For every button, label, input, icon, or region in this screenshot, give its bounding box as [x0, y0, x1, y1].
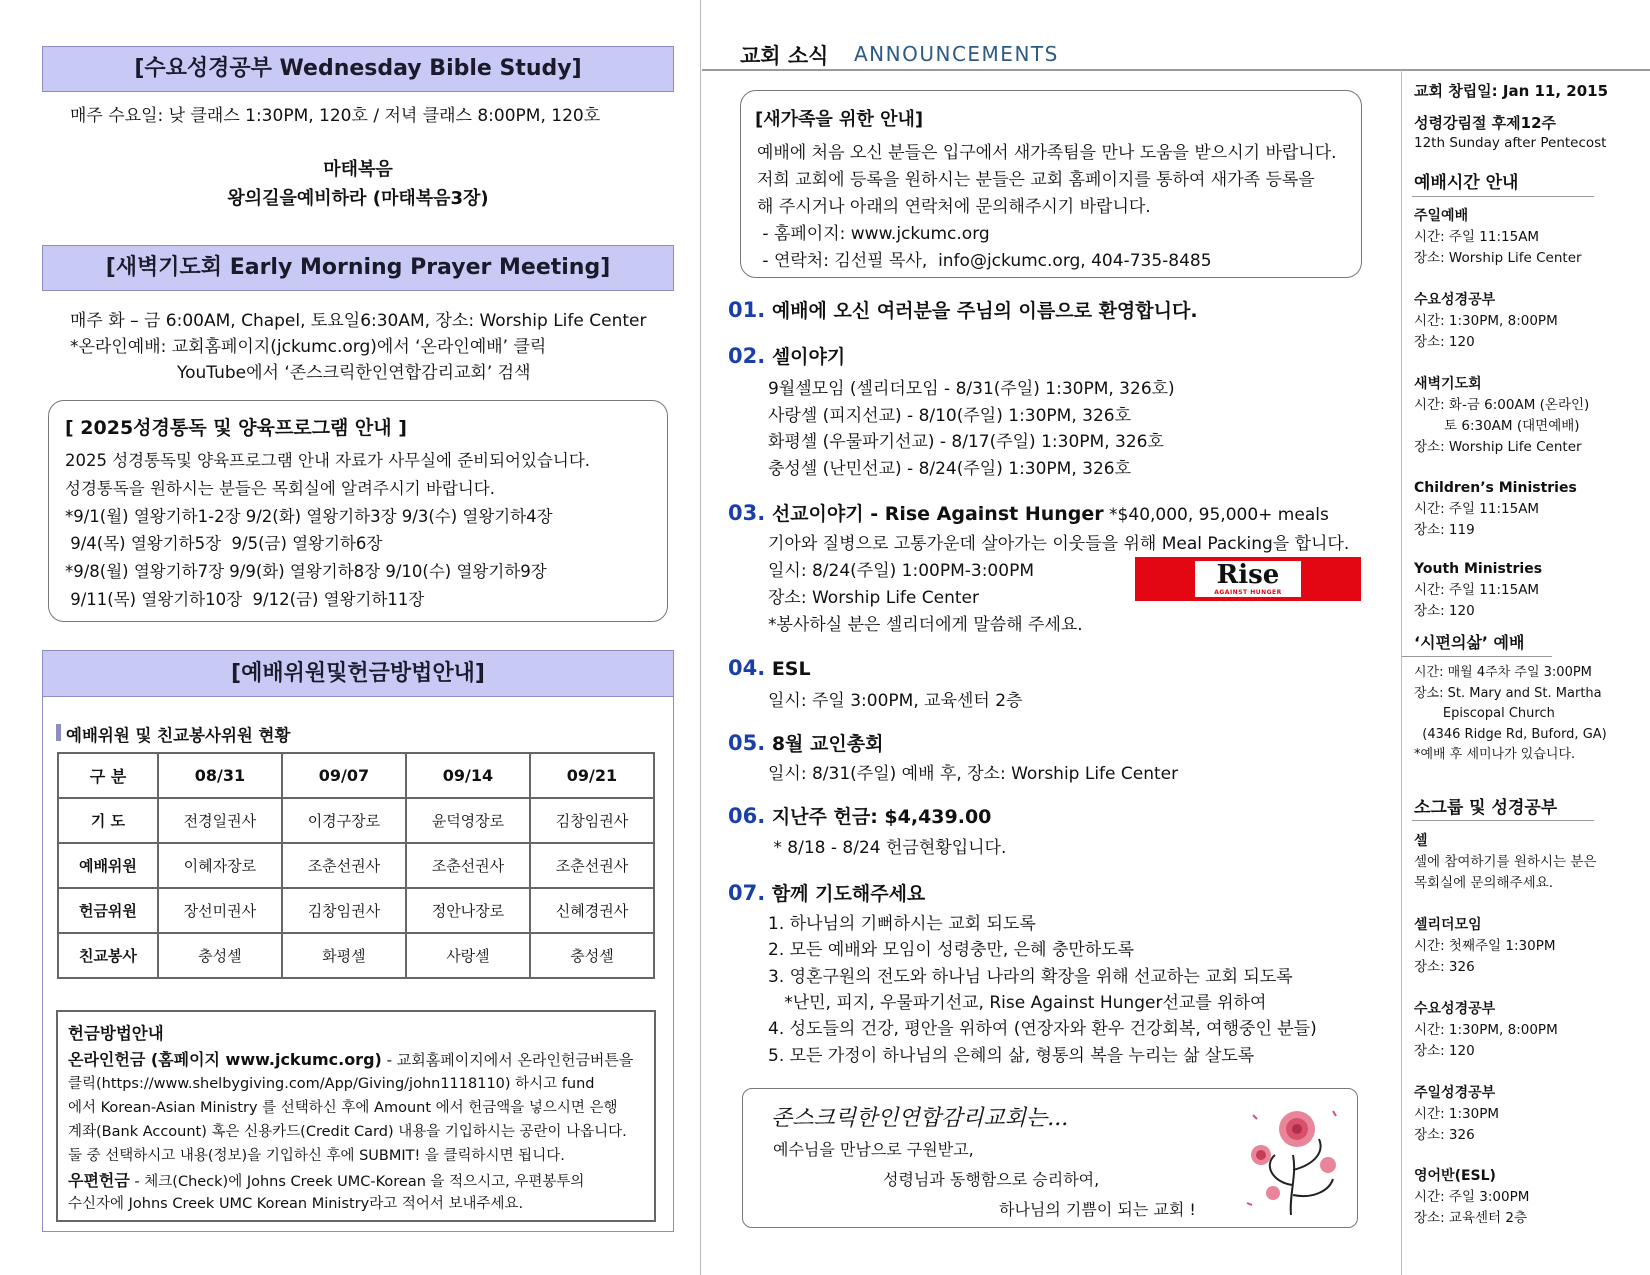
newcomer-line: 저희 교회에 등록을 원하시는 분들은 교회 홈페이지를 통하여 새가족 등록을	[757, 170, 1315, 190]
group-detail: 셀에 참여하기를 원하시는 분은	[1414, 854, 1597, 870]
psalm-detail: (4346 Ridge Rd, Buford, GA)	[1414, 726, 1607, 742]
item-title: 지난주 헌금: $4,439.00	[771, 806, 992, 828]
item-title: 셀이야기	[771, 346, 846, 368]
announcements-title: 교회 소식	[740, 44, 829, 68]
prayer-item: *난민, 피지, 우물파기선교, Rise Against Hunger선교를 위하여	[768, 993, 1267, 1013]
table-cell: 사랑셀	[406, 933, 530, 978]
motto-box	[742, 1088, 1358, 1228]
mail-offering-line: 수신자에 Johns Creek UMC Korean Ministry라고 적어서 보내주세요.	[68, 1196, 524, 1212]
table-header-cell: 09/21	[530, 753, 654, 798]
psalm-worship-details	[1414, 663, 1614, 766]
motto-line: 하나님의 기쁨이 되는 교회 !	[999, 1200, 1196, 1219]
table-header-cell: 09/07	[282, 753, 406, 798]
item-line: 장소: Worship Life Center	[768, 588, 979, 608]
group-name: 수요성경공부	[1414, 1001, 1496, 1017]
table-row	[58, 798, 654, 843]
item-number: 03.	[728, 501, 766, 525]
liturgical-season-en: 12th Sunday after Pentecost	[1414, 135, 1607, 151]
prayer-schedule: 매주 화 – 금 6:00AM, Chapel, 토요일6:30AM, 장소: Worship Life Center	[70, 311, 647, 331]
worship-name: 새벽기도회	[1414, 376, 1482, 392]
group-detail: 시간: 1:30PM, 8:00PM	[1414, 1022, 1558, 1038]
newcomer-contact: - 연락처: 김선필 목사, info@jckumc.org, 404-735-8485	[757, 251, 1212, 271]
announcement-item-03	[728, 499, 1329, 526]
online-offering-text: - 교회홈페이지에서 온라인헌금버튼을	[381, 1051, 634, 1069]
reading-line: *9/8(월) 열왕기하7장 9/9(화) 열왕기하8장 9/10(수) 열왕기하9장	[65, 562, 547, 581]
table-cell: 충성셀	[158, 933, 282, 978]
table-cell: 신혜경권사	[530, 888, 654, 933]
worship-detail: 시간: 주일 11:15AM	[1414, 501, 1540, 517]
worship-detail: 시간: 주일 11:15AM	[1414, 229, 1540, 245]
divider	[1412, 196, 1594, 197]
newcomer-line: 해 주시거나 아래의 연락처에 문의해주시기 바랍니다.	[757, 197, 1151, 217]
psalm-detail: *예배 후 세미나가 있습니다.	[1414, 747, 1576, 762]
announcement-item-07	[728, 879, 925, 906]
table-cell: 조춘선권사	[530, 843, 654, 888]
rise-against-hunger-logo	[1135, 557, 1361, 601]
group-detail: 목회실에 문의해주세요.	[1414, 875, 1553, 891]
item-title: 함께 기도해주세요	[771, 883, 926, 905]
group-name: 영어반(ESL)	[1414, 1168, 1496, 1184]
wednesday-banner: [수요성경공부 Wednesday Bible Study]	[42, 46, 674, 92]
group-detail: 장소: 326	[1414, 959, 1475, 975]
newcomer-title: [새가족을 위한 안내]	[755, 109, 924, 130]
reading-line: 2025 성경통독및 양육프로그램 안내 자료가 사무실에 준비되어있습니다.	[65, 451, 590, 470]
psalm-detail: Episcopal Church	[1414, 706, 1555, 721]
table-header-cell: 구 분	[58, 753, 158, 798]
worship-detail: 시간: 화-금 6:00AM (온라인)	[1414, 397, 1590, 413]
prayer-item: 5. 모든 가정이 하나님의 은혜의 삶, 형통의 복을 누리는 삶 살도록	[768, 1046, 1255, 1066]
offering-banner: [예배위원및헌금방법안내]	[42, 650, 674, 697]
item-number: 01.	[728, 298, 766, 322]
row-header: 헌금위원	[58, 888, 158, 933]
group-detail: 장소: 326	[1414, 1127, 1475, 1143]
worship-times-title: 예배시간 안내	[1414, 173, 1519, 193]
psalm-detail: 장소: St. Mary and St. Martha	[1414, 685, 1602, 701]
item-line: 일시: 8/24(주일) 1:00PM-3:00PM	[768, 561, 1034, 581]
wednesday-book: 마태복음	[323, 159, 393, 180]
table-cell: 이경구장로	[282, 798, 406, 843]
table-cell: 김창임권사	[530, 798, 654, 843]
announcement-item-02	[728, 342, 845, 369]
prayer-item: 4. 성도들의 건강, 평안을 위하여 (연장자와 환우 건강회복, 여행중인 분들)	[768, 1019, 1317, 1039]
table-header-cell: 09/14	[406, 753, 530, 798]
logo-subtext: AGAINST HUNGER	[1214, 589, 1282, 596]
item-line: *봉사하실 분은 셀리더에게 말씀해 주세요.	[768, 615, 1083, 635]
page-fold-divider	[700, 0, 701, 1275]
group-item-cell	[1414, 831, 1614, 894]
item-line: 일시: 주일 3:00PM, 교육센터 2층	[768, 691, 1023, 711]
table-cell: 충성셀	[530, 933, 654, 978]
online-offering-label: 온라인헌금 (홈페이지 www.jckumc.org)	[68, 1050, 382, 1069]
item-line: 충성셀 (난민선교) - 8/24(주일) 1:30PM, 326호	[768, 459, 1132, 479]
table-cell: 이혜자장로	[158, 843, 282, 888]
table-cell: 윤덕영장로	[406, 798, 530, 843]
small-groups-title: 소그룹 및 성경공부	[1414, 798, 1558, 818]
group-name: 주일성경공부	[1414, 1085, 1496, 1101]
item-title: ESL	[771, 658, 811, 680]
announcement-item-06	[728, 802, 991, 829]
duty-table	[57, 752, 655, 979]
group-item-cell-leader	[1414, 915, 1614, 978]
reading-line: 9/4(목) 열왕기하5장 9/5(금) 열왕기하6장	[65, 534, 383, 553]
group-detail: 시간: 주일 3:00PM	[1414, 1189, 1530, 1205]
worship-detail: 장소: 120	[1414, 334, 1475, 350]
row-header: 친교봉사	[58, 933, 158, 978]
table-cell: 전경일권사	[158, 798, 282, 843]
psalm-detail: 시간: 매월 4주차 주일 3:00PM	[1414, 665, 1592, 680]
group-detail: 장소: 교육센터 2층	[1414, 1210, 1528, 1226]
table-row	[58, 888, 654, 933]
item-number: 04.	[728, 656, 766, 680]
item-title: 선교이야기 - Rise Against Hunger	[771, 503, 1104, 525]
item-title: 8월 교인총회	[771, 733, 884, 755]
reading-line: *9/1(월) 열왕기하1-2장 9/2(화) 열왕기하3장 9/3(수) 열왕기하4장	[65, 507, 553, 526]
worship-item-sunday	[1414, 206, 1614, 269]
group-detail: 시간: 1:30PM	[1414, 1106, 1500, 1122]
item-title: 예배에 오신 여러분을 주님의 이름으로 환영합니다.	[771, 300, 1198, 322]
table-cell: 조춘선권사	[406, 843, 530, 888]
worship-detail: 시간: 1:30PM, 8:00PM	[1414, 313, 1558, 329]
announcement-item-04	[728, 656, 811, 680]
reading-program-title: [ 2025성경통독 및 양육프로그램 안내 ]	[65, 417, 407, 439]
section-marker	[56, 724, 61, 741]
group-item-esl	[1414, 1166, 1614, 1229]
prayer-item: 2. 모든 예배와 모임이 성령충만, 은혜 충만하도록	[768, 940, 1135, 960]
motto-line: 예수님을 만남으로 구원받고,	[773, 1140, 974, 1159]
worship-item-youth	[1414, 559, 1614, 622]
item-line: 일시: 8/31(주일) 예배 후, 장소: Worship Life Center	[768, 764, 1179, 784]
psalm-worship-title: ‘시편의삶’ 예배	[1414, 633, 1525, 652]
worship-detail: 장소: 120	[1414, 603, 1475, 619]
table-row	[58, 933, 654, 978]
row-header: 기 도	[58, 798, 158, 843]
worship-detail: 장소: Worship Life Center	[1414, 439, 1582, 455]
duty-title: 예배위원 및 친교봉사위원 현황	[66, 726, 291, 745]
method-line: 계좌(Bank Account) 혹은 신용카드(Credit Card) 내용을 기입하시는 공란이 나옵니다.	[68, 1124, 627, 1140]
announcement-item-05	[728, 729, 883, 756]
announcements-subtitle: ANNOUNCEMENTS	[854, 42, 1059, 66]
item-note: *$40,000, 95,000+ meals	[1103, 505, 1329, 525]
logo-word: Rise	[1216, 560, 1280, 590]
prayer-item: 3. 영혼구원의 전도와 하나님 나라의 확장을 위해 선교하는 교회 되도록	[768, 967, 1293, 987]
announcement-item-01	[728, 296, 1198, 323]
reading-line: 9/11(목) 열왕기하10장 9/12(금) 열왕기하11장	[65, 590, 425, 609]
founded-date: 교회 창립일: Jan 11, 2015	[1414, 82, 1609, 100]
mail-offering-label: 우편헌금	[68, 1171, 130, 1190]
wednesday-topic: 왕의길을예비하라 (마태복음3장)	[227, 188, 489, 209]
item-number: 06.	[728, 804, 766, 828]
divider	[1412, 820, 1594, 821]
newcomer-line: 예배에 처음 오신 분들은 입구에서 새가족팀을 만나 도움을 받으시기 바랍니다.	[757, 143, 1337, 163]
worship-name: 수요성경공부	[1414, 292, 1496, 308]
divider	[1402, 656, 1552, 657]
reading-program-box	[48, 400, 668, 622]
worship-detail: 장소: Worship Life Center	[1414, 250, 1582, 266]
group-item-wednesday	[1414, 999, 1614, 1062]
rose-illustration-icon	[1233, 1095, 1353, 1223]
group-name: 셀리더모임	[1414, 917, 1482, 933]
motto-line: 성령님과 동행함으로 승리하여,	[883, 1170, 1100, 1189]
worship-detail: 시간: 주일 11:15AM	[1414, 582, 1540, 598]
method-line: 에서 Korean-Asian Ministry 를 선택하신 후에 Amount 에서 헌금액을 넣으시면 은행	[68, 1100, 618, 1116]
method-line: 클릭(https://www.shelbygiving.com/App/Giving/john1118110) 하시고 fund	[68, 1076, 595, 1092]
table-cell: 장선미권사	[158, 888, 282, 933]
newcomer-homepage: - 홈페이지: www.jckumc.org	[757, 224, 990, 244]
reading-line: 성경통독을 원하시는 분들은 목회실에 알려주시기 바랍니다.	[65, 479, 495, 498]
row-header: 예배위원	[58, 843, 158, 888]
sidebar-divider	[1401, 70, 1402, 1275]
item-line: * 8/18 - 8/24 헌금현황입니다.	[768, 838, 1007, 858]
group-detail: 장소: 120	[1414, 1043, 1475, 1059]
table-cell: 정안나장로	[406, 888, 530, 933]
worship-detail: 토 6:30AM (대면예배)	[1414, 418, 1580, 434]
prayer-youtube-note: YouTube에서 ‘존스크릭한인연합감리교회’ 검색	[177, 363, 531, 383]
table-cell: 화평셀	[282, 933, 406, 978]
worship-name: Youth Ministries	[1414, 561, 1543, 577]
worship-name: 주일예배	[1414, 208, 1469, 224]
motto-script: 존스크릭한인연합감리교회는...	[771, 1106, 1069, 1131]
worship-name: Children’s Ministries	[1414, 480, 1577, 496]
worship-item-dawn-prayer	[1414, 374, 1614, 458]
item-line: 화평셀 (우물파기선교) - 8/17(주일) 1:30PM, 326호	[768, 432, 1164, 452]
announcements-header-rule	[702, 69, 1650, 71]
prayer-banner: [새벽기도회 Early Morning Prayer Meeting]	[42, 245, 674, 291]
table-cell: 조춘선권사	[282, 843, 406, 888]
method-title: 헌금방법안내	[68, 1024, 164, 1043]
worship-item-children	[1414, 478, 1614, 541]
item-line: 사랑셀 (피지선교) - 8/10(주일) 1:30PM, 326호	[768, 406, 1132, 426]
item-number: 02.	[728, 344, 766, 368]
liturgical-season: 성령강림절 후제12주	[1414, 114, 1557, 132]
method-line: 둘 중 선택하시고 내용(정보)을 기입하신 후에 SUBMIT! 을 클릭하시면 됩니다.	[68, 1148, 565, 1164]
table-row	[58, 843, 654, 888]
offering-method-box	[56, 1010, 656, 1222]
prayer-item: 1. 하나님의 기뻐하시는 교회 되도록	[768, 914, 1036, 934]
item-number: 07.	[728, 881, 766, 905]
item-line: 기아와 질병으로 고통가운데 살아가는 이웃들을 위해 Meal Packing을 합니다.	[768, 534, 1350, 554]
item-line: 9월셀모임 (셀리더모임 - 8/31(주일) 1:30PM, 326호)	[768, 379, 1175, 399]
wednesday-schedule: 매주 수요일: 낮 클래스 1:30PM, 120호 / 저녁 클래스 8:00PM, 120호	[70, 106, 601, 126]
item-number: 05.	[728, 731, 766, 755]
prayer-online-note: *온라인예배: 교회홈페이지(jckumc.org)에서 ‘온라인예배’ 클릭	[70, 337, 547, 357]
newcomer-box	[740, 90, 1362, 278]
group-item-sunday-study	[1414, 1083, 1614, 1146]
table-cell: 김창임권사	[282, 888, 406, 933]
group-detail: 시간: 첫째주일 1:30PM	[1414, 938, 1556, 954]
worship-detail: 장소: 119	[1414, 522, 1475, 538]
table-row	[58, 753, 654, 798]
worship-item-wednesday	[1414, 290, 1614, 353]
table-header-cell: 08/31	[158, 753, 282, 798]
mail-offering-text: - 체크(Check)에 Johns Creek UMC-Korean 을 적으시고, 우편봉투의	[129, 1174, 585, 1190]
group-name: 셀	[1414, 833, 1428, 849]
